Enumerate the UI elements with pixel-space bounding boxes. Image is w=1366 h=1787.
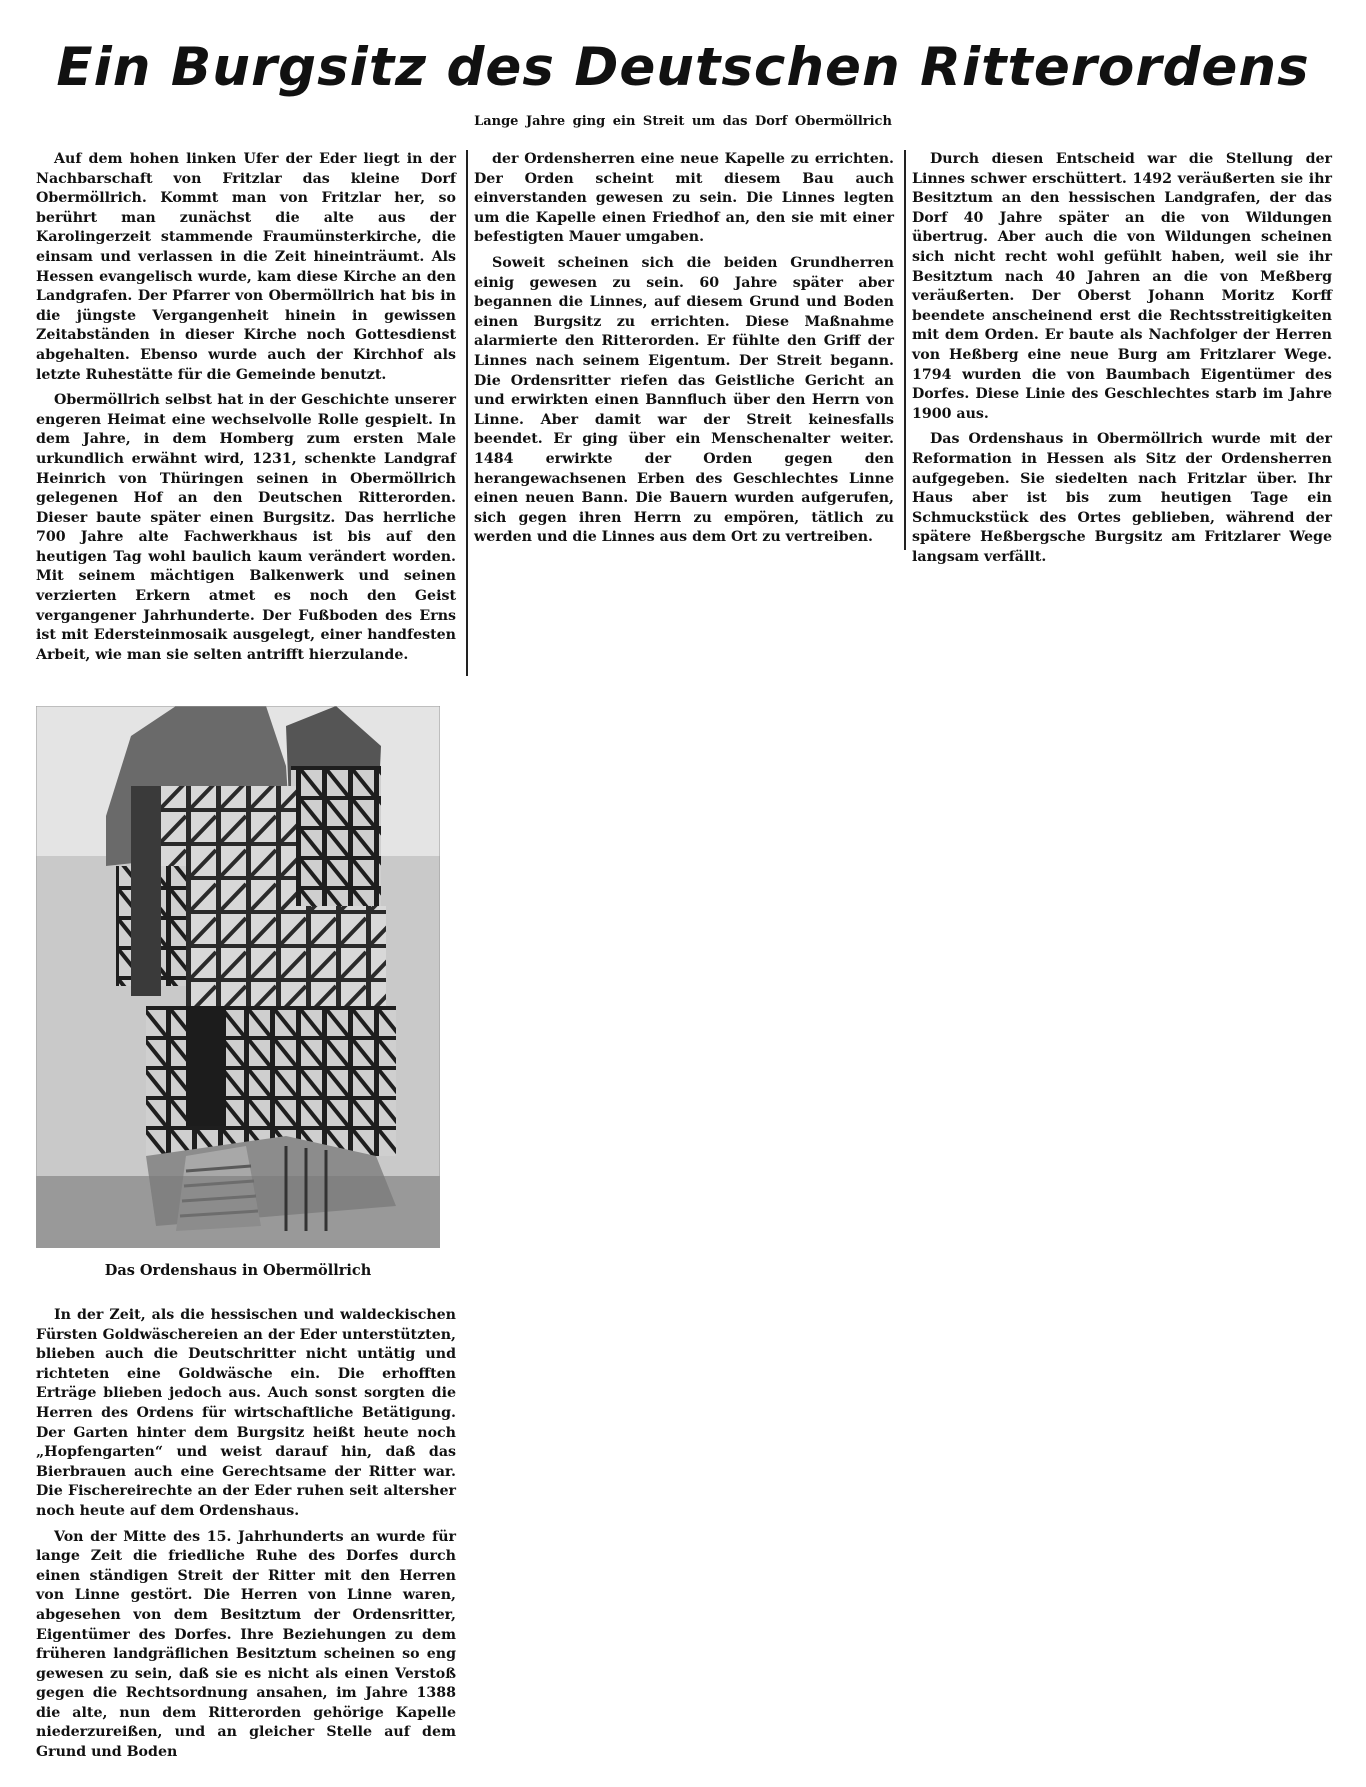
paragraph: Soweit scheinen sich die beiden Grundherren einig gewesen zu sein. 60 Jahre später aber begannen die Linnes, auf diesem Grund und Boden einen Burgsitz zu errichten. Diese Maßnahme alarmierte den Ritterorden. Er fühlte den Griff der Linnes nach seinem Eigentum. Der Streit begann. Die Ordensritter riefen das Geistliche Gericht an und erwirkten einen Bannfluch über den Herrn von Linne. Aber damit war der Streit keinesfalls beendet. Er ging über ein Menschenalter weiter. 1484 erwirkte der Orden gegen den herangewachsenen Erben des Geschlechtes Linne einen neuen Bann. Die Bauern wurden aufgerufen, sich gegen ihren Herrn zu empören, tätlich zu werden und die Linnes aus dem Ort zu vertreiben. bbox=[474, 254, 894, 546]
headline: Ein Burgsitz des Deutschen Ritterordens bbox=[56, 37, 1310, 98]
paragraph: Obermöllrich selbst hat in der Geschichte unserer engeren Heimat eine wechselvolle Rolle gespielt. In dem Jahre, in dem Homberg zum ersten Male urkundlich erwähnt wird, 1231, schenkte Landgraf Heinrich von Thüringen seinen in Obermöllrich gelegenen Hof an den Deutschen Ritterorden. Dieser baute später einen Burgsitz. Das herrliche 700 Jahre alte Fachwerkhaus ist bis auf den heutigen Tag wohl baulich kaum verändert worden. Mit seinem mächtigen Balkenwerk und seinen verzierten Erkern atmet es noch den Geist vergangener Jahrhunderte. Der Fußboden des Erns ist mit Edersteinmosaik ausgelegt, einer handfesten Arbeit, wie man sie selten antrifft hierzulande. bbox=[36, 392, 456, 663]
column-2 bbox=[474, 150, 894, 554]
paragraph: Von der Mitte des 15. Jahrhunderts an wurde für lange Zeit die friedliche Ruhe des Dorfes durch einen ständigen Streit der Ritter mit den Herren von Linne gestört. Die Herren von Linne waren, abgesehen von dem Besitztum der Ordensritter, Eigentümer des Dorfes. Ihre Beziehungen zu dem früheren landgräflichen Besitztum scheinen so eng gewesen zu sein, daß sie es nicht als einen Verstoß gegen die Rechtsordnung ansahen, im Jahre 1388 die alte, nun dem Ritterorden gehörige Kapelle niederzureißen, und an gleicher Stelle auf dem Grund und Boden bbox=[36, 1528, 456, 1761]
ordenshaus-photo bbox=[36, 706, 440, 1248]
column-rule bbox=[904, 150, 906, 550]
column-1 bbox=[36, 150, 456, 671]
paragraph: In der Zeit, als die hessischen und waldeckischen Fürsten Goldwäschereien an der Eder unterstützten, blieben auch die Deutschritter nicht untätig und richteten eine Goldwäsche ein. Die erhofften Erträge blieben jedoch aus. Auch sonst sorgten die Herren des Ordens für wirtschaftliche Betätigung. Der Garten hinter dem Burgsitz heißt heute noch „Hopfengarten“ und weist darauf hin, daß das Bierbrauen auch eine Gerechtsame der Ritter war. Die Fischereirechte an der Eder ruhen seit altersher noch heute auf dem Ordenshaus. bbox=[36, 1307, 456, 1519]
column-1-lower bbox=[36, 1306, 456, 1769]
subheadline: Lange Jahre ging ein Streit um das Dorf Obermöllrich bbox=[474, 114, 892, 129]
paragraph: der Ordensherren eine neue Kapelle zu errichten. Der Orden scheint mit diesem Bau auch einverstanden gewesen zu sein. Die Linnes legten um die Kapelle einen Friedhof an, den sie mit einer befestigten Mauer umgaben. bbox=[474, 151, 894, 246]
photo-caption: Das Ordenshaus in Obermöllrich bbox=[104, 1262, 372, 1279]
column-3 bbox=[912, 150, 1332, 573]
column-rule bbox=[466, 150, 468, 676]
paragraph: Das Ordenshaus in Obermöllrich wurde mit der Reformation in Hessen als Sitz der Ordensherren aufgegeben. Sie siedelten nach Fritzlar über. Ihr Haus aber ist bis zum heutigen Tage ein Schmuckstück des Ortes geblieben, während der spätere Heßbergsche Burgsitz am Fritzlarer Wege langsam verfällt. bbox=[912, 431, 1332, 565]
paragraph: Auf dem hohen linken Ufer der Eder liegt in der Nachbarschaft von Fritzlar das kleine Dorf Obermöllrich. Kommt man von Fritzlar her, so berührt man zunächst die alte aus der Karolingerzeit stammende Fraumünsterkirche, die einsam und verlassen in die Zeit hineinträumt. Als Hessen evangelisch wurde, kam diese Kirche an den Landgrafen. Der Pfarrer von Obermöllrich hat bis in die jüngste Vergangenheit hinein in gewissen Zeitabständen in dieser Kirche noch Gottesdienst abgehalten. Ebenso wurde auch der Kirchhof als letzte Ruhestätte für die Gemeinde benutzt. bbox=[36, 151, 456, 383]
paragraph: Durch diesen Entscheid war die Stellung der Linnes schwer erschüttert. 1492 veräußerten sie ihr Besitztum an den hessischen Landgrafen, der das Dorf 40 Jahre später an die von Wildungen übertrug. Aber auch die von Wildungen scheinen sich nicht recht wohl gefühlt haben, weil sie ihr Besitztum nach 40 Jahren an die von Meßberg veräußerten. Der Oberst Johann Moritz Korff beendete anscheinend erst die Rechtsstreitigkeiten mit dem Orden. Er baute als Nachfolger der Herren von Heßberg eine neue Burg am Fritzlarer Wege. 1794 wurden die von Baumbach Eigentümer des Dorfes. Diese Linie des Geschlechtes starb im Jahre 1900 aus. bbox=[912, 151, 1332, 422]
